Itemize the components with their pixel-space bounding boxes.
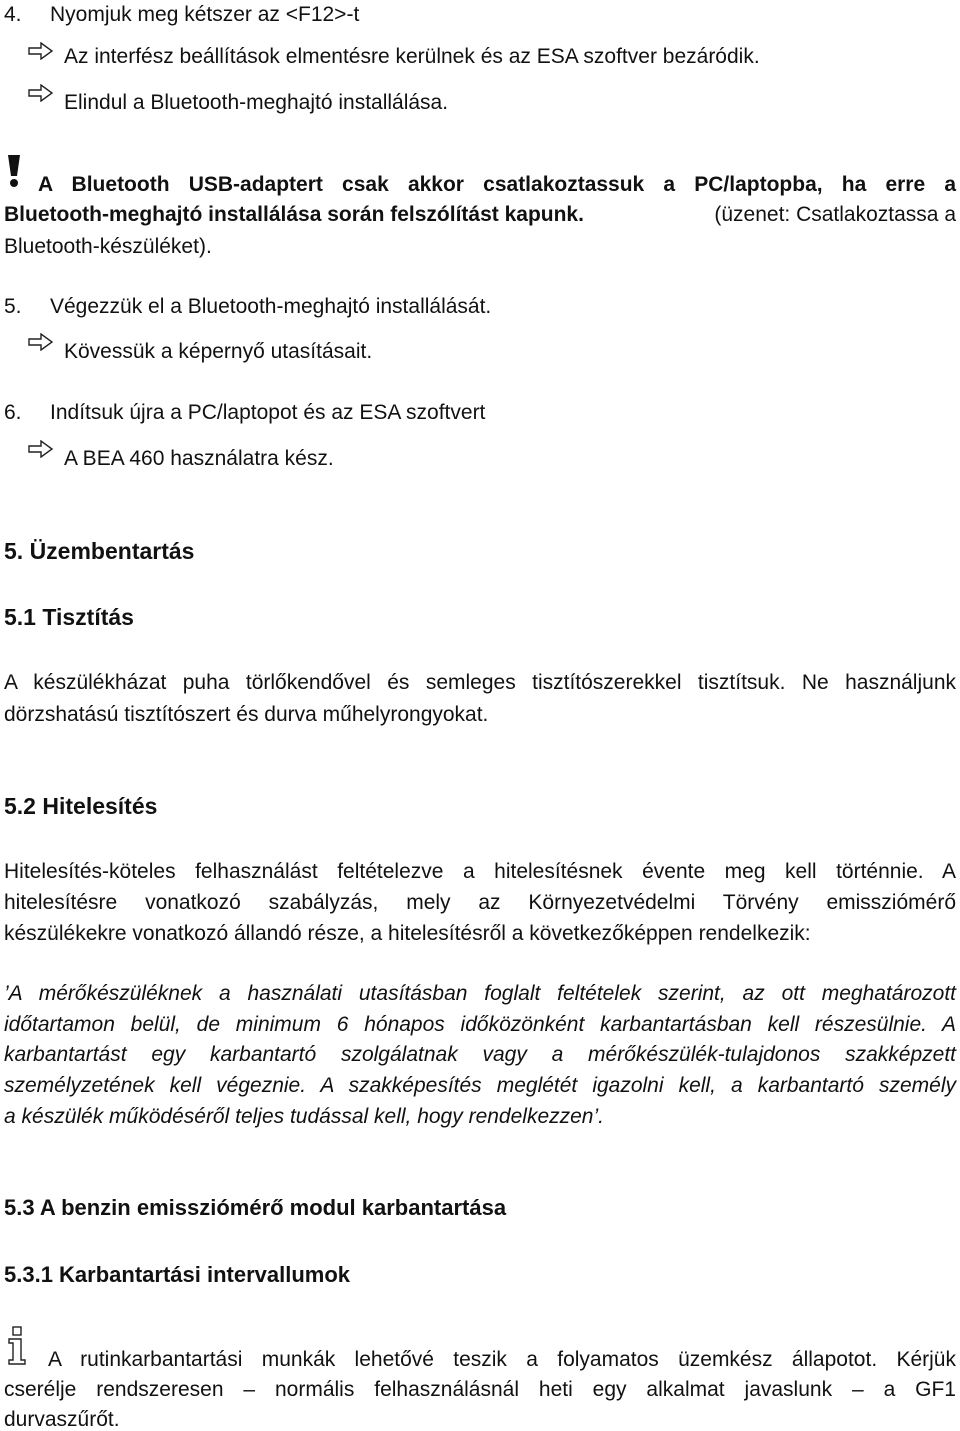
quote-line: személyzetének kell végeznie. A szakképesítés meglétét igazolni kell, a karbantartó személy [4, 1074, 956, 1097]
warning-bold-text: Bluetooth-meghajtó installálása során felszólítást kapunk. [4, 203, 584, 226]
section-heading: 5.3 A benzin emissziómérő modul karbantartása [4, 1195, 507, 1220]
body-line: dörzshatású tisztítószert és durva műhelyrongyokat. [4, 703, 489, 726]
step-result: Elindul a Bluetooth-meghajtó installálása. [64, 91, 449, 114]
section-heading: 5.3.1 Karbantartási intervallumok [4, 1262, 351, 1287]
section-heading: 5.1 Tisztítás [4, 604, 134, 630]
warning-line: A Bluetooth USB-adaptert csak akkor csatlakoztassuk a PC/laptopba, ha erre a [38, 173, 956, 196]
step-number: 5. [4, 295, 22, 318]
body-line: A készülékházat puha törlőkendővel és semleges tisztítószerekkel tisztítsuk. Ne használjunk [4, 671, 956, 694]
body-line: készülékekre vonatkozó állandó része, a hitelesítésről a következőképpen rendelkezik: [4, 922, 811, 945]
body-line: Hitelesítés-köteles felhasználást feltételezve a hitelesítésnek évente meg kell történnie. A [4, 860, 956, 883]
body-line: hitelesítésre vonatkozó szabályzás, mely az Környezetvédelmi Törvény emissziómérő [4, 891, 956, 914]
step-title: Nyomjuk meg kétszer az <F12>-t [50, 3, 360, 26]
info-icon [6, 1326, 28, 1366]
step-result: Az interfész beállítások elmentésre kerülnek és az ESA szoftver bezáródik. [64, 45, 760, 68]
step-number: 4. [4, 3, 22, 26]
quote-line: időtartamon belül, de minimum 6 hónapos időközönként karbantartásban kell részesülnie. A [4, 1013, 956, 1036]
result-arrow-icon [28, 84, 54, 102]
section-heading: 5. Üzembentartás [4, 538, 195, 564]
step-result: Kövessük a képernyő utasításait. [64, 340, 373, 363]
result-arrow-icon [28, 42, 54, 60]
quote-line: ’A mérőkészüléknek a használati utasításban foglalt feltételek szerint, az ott meghatározott [4, 982, 956, 1005]
result-arrow-icon [28, 333, 54, 351]
body-line: durvaszűrőt. [4, 1408, 120, 1431]
warning-line: Bluetooth-készüléket). [4, 235, 212, 258]
quote-line: karbantartást egy karbantartó szolgálatnak vagy a mérőkészülék-tulajdonos szakképzett [4, 1043, 956, 1066]
exclamation-icon [4, 154, 24, 190]
quote-line: a készülék működéséről teljes tudással kell, hogy rendelkezzen’. [4, 1105, 604, 1128]
step-number: 6. [4, 401, 22, 424]
step-title: Végezzük el a Bluetooth-meghajtó installálását. [50, 295, 492, 318]
step-result: A BEA 460 használatra kész. [64, 447, 334, 470]
step-title: Indítsuk újra a PC/laptopot és az ESA szoftvert [50, 401, 486, 424]
warning-note-text: (üzenet: Csatlakoztassa a [714, 203, 956, 226]
body-line: cserélje rendszeresen – normális felhasználásnál heti egy alkalmat javaslunk – a GF1 [4, 1378, 956, 1401]
result-arrow-icon [28, 440, 54, 458]
body-line: A rutinkarbantartási munkák lehetővé teszik a folyamatos üzemkész állapotot. Kérjük [48, 1348, 956, 1371]
section-heading: 5.2 Hitelesítés [4, 793, 158, 819]
